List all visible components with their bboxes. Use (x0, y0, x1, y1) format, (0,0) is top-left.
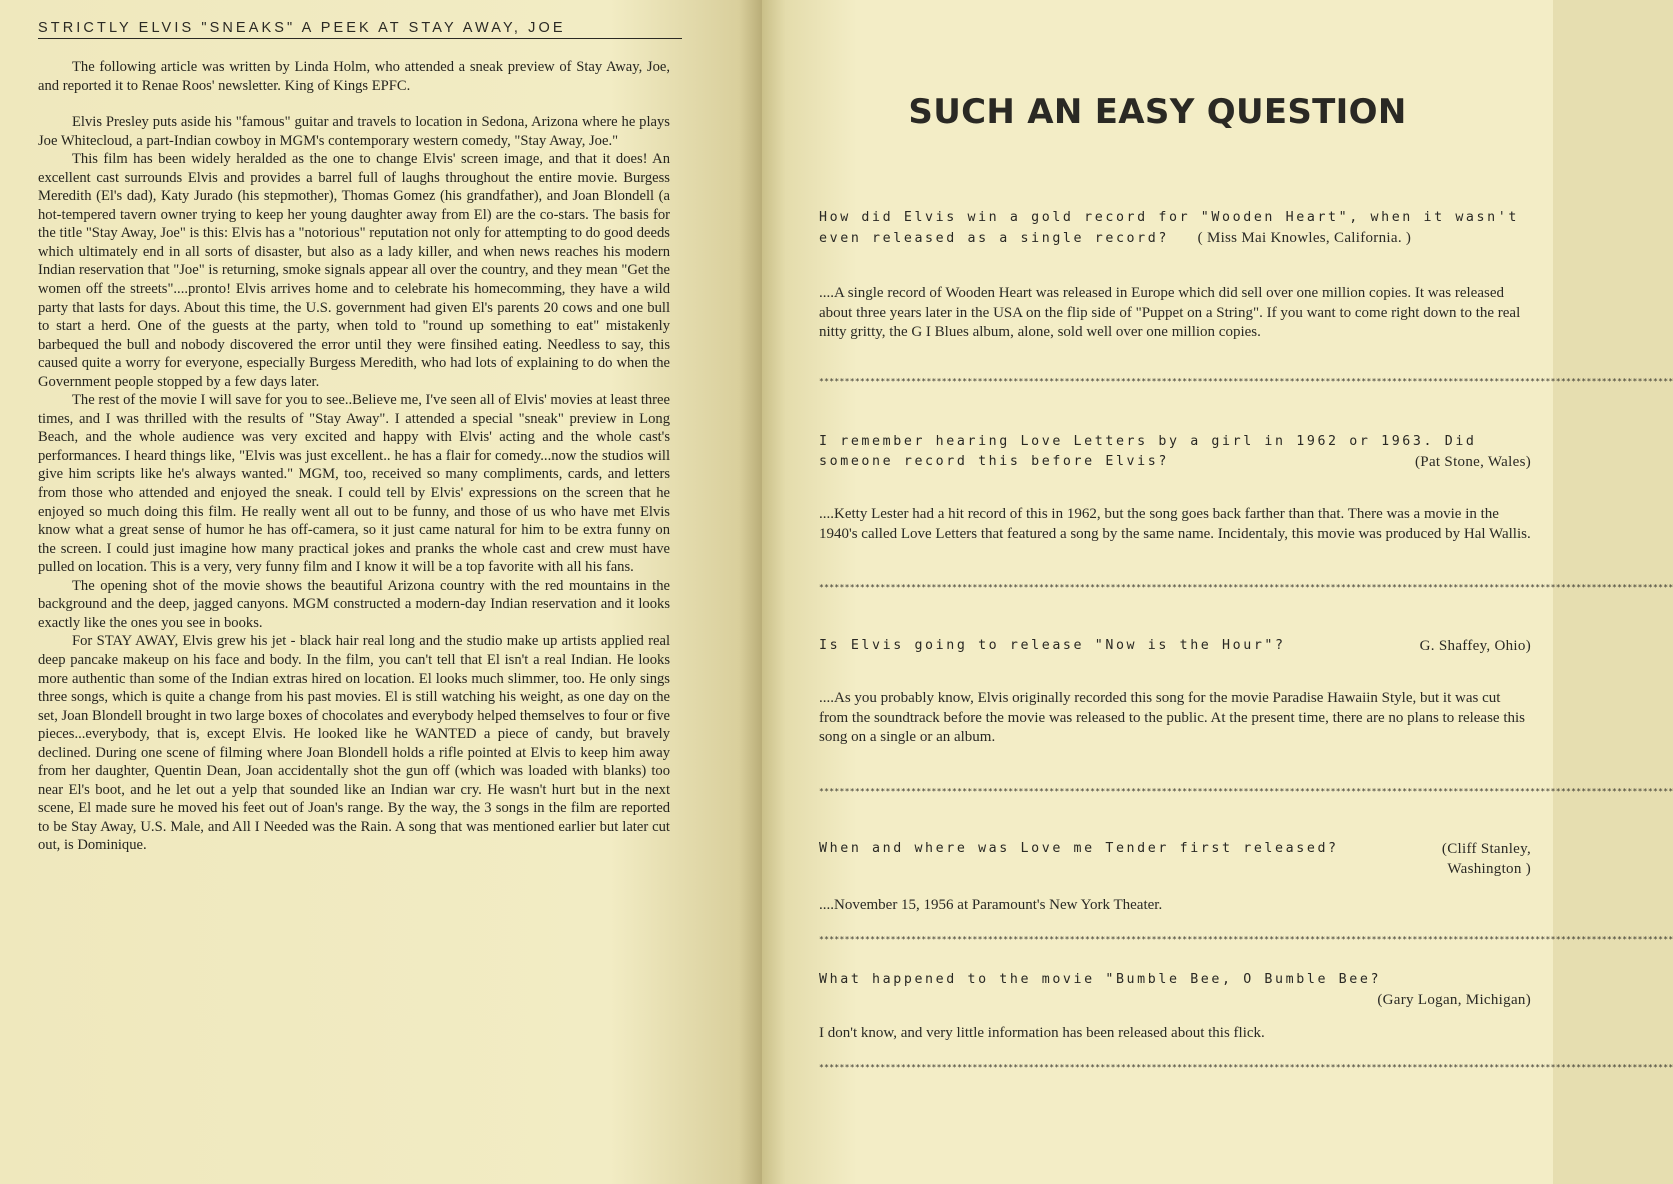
question (819, 636, 1531, 656)
qa-item (819, 208, 1531, 249)
article-paragraph: Elvis Presley puts aside his "famous" guitar and travels to location in Sedona, Arizona where he plays Joe Whitecloud, a part-Indian cowboy in MGM's contemporary western comedy, "Stay Away, Joe." (38, 114, 670, 149)
page-title: SUCH AN EASY QUESTION (908, 92, 1407, 132)
question-text: When and where was Love me Tender first released? (819, 841, 1339, 856)
question-asker: ( Miss Mai Knowles, California. ) (1197, 230, 1412, 246)
answer-text: I don't know, and very little information has been released about this flick. (819, 1025, 1265, 1041)
question-text: I remember hearing Love Letters by a girl in 1962 or 1963. Did someone record this before Elvis? (819, 434, 1477, 469)
qa-item (819, 636, 1531, 656)
question-text: What happened to the movie "Bumble Bee, O Bumble Bee? (819, 972, 1382, 987)
article-paragraph: This film has been widely heralded as the one to change Elvis' screen image, and that it does! An excellent cast surrounds Elvis and provides a barrel full of laughs throughout the entire movie. Burgess Meredith (El's dad), Katy Jurado (his stepmother), Thomas Gomez (his grandfather), and Joan Blondell (a hot-tempered tavern owner trying to keep her young daughter away from El) are the co-stars. The basis for the title "Stay Away, Joe" is this: Elvis has a "notorious" reputation not only for attempting to do good deeds which ultimately end in all sorts of disaster, but also as a lady killer, and when news reaches his modern Indian reservation that "Joe" is returning, smoke signals appear all over the country, and they mean "Get the women off the streets"....pronto! Elvis arrives home and to celebrate his homecomming, they have a wild party that lasts for days. About this time, the U.S. government had given El's parents 20 cows and one bull to start a herd. One of the guests at the party, when told to "round up something to eat" mistakenly barbequed the bull and nobody discovered the error until they were finsihed eating. Needless to say, this caused quite a worry for everyone, especially Burgess Meredith, who had lots of explaining to do when the Government people stopped by a few days later. (38, 151, 670, 390)
article-paragraph: The opening shot of the movie shows the beautiful Arizona country with the red mountains in the background and the deep, jagged canyons. MGM constructed a modern-day Indian reservation and it looks exactly like the ones you see in books. (38, 577, 670, 631)
answer-block (819, 689, 1531, 748)
article-intro: The following article was written by Linda Holm, who attended a sneak preview of Stay Away, Joe, and reported it to Renae Roos' newsletter. King of Kings EPFC. (38, 59, 670, 94)
right-page (762, 0, 1673, 1184)
answer-text: ....A single record of Wooden Heart was released in Europe which did sell over one million copies. It was released about three years later in the USA on the flip side of "Puppet on a String". If you want to come right down to the real nitty gritty, the G I Blues album, alone, sold well over one million copies. (819, 285, 1521, 340)
answer-block (819, 896, 1531, 916)
question-asker: (Cliff Stanley, Washington ) (1441, 841, 1531, 877)
star-separator: *********************************************************************************************************************************************************************** (819, 377, 1673, 386)
answer-block (819, 284, 1531, 343)
question (819, 432, 1531, 472)
left-page (0, 0, 762, 1184)
answer-text: ....As you probably know, Elvis originally recorded this song for the movie Paradise Hawaiin Style, but it was cut from the soundtrack before the movie was released to the public. At the present time, there are no plans to release this song on a single or an album. (819, 690, 1526, 745)
star-separator: *********************************************************************************************************************************************************************** (819, 583, 1673, 592)
question-text: Is Elvis going to release "Now is the Hour"? (819, 638, 1286, 653)
star-separator: *********************************************************************************************************************************************************************** (819, 935, 1673, 944)
article-paragraph: For STAY AWAY, Elvis grew his jet - black hair real long and the studio make up artists applied real deep pancake makeup on his face and body. In the film, you can't tell that El isn't a real Indian. He looks more authentic than some of the Indian extras hired on location. El looks much slimmer, too. He only sings three songs, which is quite a change from his past movies. El is still watching his weight, as one day on the set, Joan Blondell brought in two large boxes of chocolates and everybody helped themselves to four or five pieces...everybody, that is, except Elvis. He looked like he WANTED a piece of candy, but bravely declined. During one scene of filming where Joan Blondell holds a rifle pointed at Elvis to keep him away from her daughter, Quentin Dean, Joan accidentally shot the gun off (which was loaded with blanks) too near El's boot, and he let out a yelp that sounded like an Indian war cry. He wasn't hurt but in the next scene, El made sure he moved his feet out of Joan's range. By the way, the 3 songs in the film are reported to be Stay Away, U.S. Male, and All I Needed was the Rain. A song that was mentioned earlier but later cut out, is Dominique. (38, 633, 670, 854)
question (819, 839, 1531, 879)
star-separator: *********************************************************************************************************************************************************************** (819, 787, 1673, 796)
question-asker: (Gary Logan, Michigan) (1377, 992, 1531, 1008)
answer-block (819, 1024, 1531, 1044)
qa-item (819, 839, 1531, 879)
question-asker: G. Shaffey, Ohio) (1419, 638, 1531, 654)
question (819, 208, 1531, 249)
question-asker: (Pat Stone, Wales) (1415, 454, 1531, 470)
answer-text: ....November 15, 1956 at Paramount's New York Theater. (819, 897, 1163, 913)
answer-block (819, 505, 1531, 544)
qa-item (819, 970, 1531, 1011)
qa-item (819, 432, 1531, 472)
star-separator: *********************************************************************************************************************************************************************** (819, 1063, 1673, 1072)
question-text: How did Elvis win a gold record for "Wooden Heart", when it wasn't even released as a single record? (819, 210, 1519, 246)
question (819, 970, 1531, 1011)
article-paragraph: The rest of the movie I will save for you to see..Believe me, I've seen all of Elvis' movies at least three times, and I was thrilled with the results of "Stay Away". I attended a special "sneak" preview in Long Beach, and the whole audience was very excited and happy with Elvis' acting and the whole cast's performances. I heard things like, "Elvis was just excellent.. he has a flair for comedy...now the studios will give him scripts like he's always wanted." MGM, too, received so many compliments, cards, and letters from those who attended and enjoyed the sneak. I could tell by Elvis' expressions on the screen that he enjoyed so much doing this film. He really went all out to be funny, and those of us who have met Elvis know what a great sense of humor he has off-camera, so it just came natural for him to be extra funny on the screen. I could just imagine how many practical jokes and pranks the whole cast and crew must have pulled on location. This is a very, very funny film and I know it will be a top favorite with all his fans. (38, 392, 670, 576)
article-body (38, 58, 670, 855)
running-head: STRICTLY ELVIS "SNEAKS" A PEEK AT STAY AWAY, JOE (38, 20, 682, 39)
answer-text: ....Ketty Lester had a hit record of this in 1962, but the song goes back farther than that. There was a movie in the 1940's called Love Letters that featured a song by the same name. Incidentaly, this movie was produced by Hal Wallis. (819, 506, 1531, 542)
